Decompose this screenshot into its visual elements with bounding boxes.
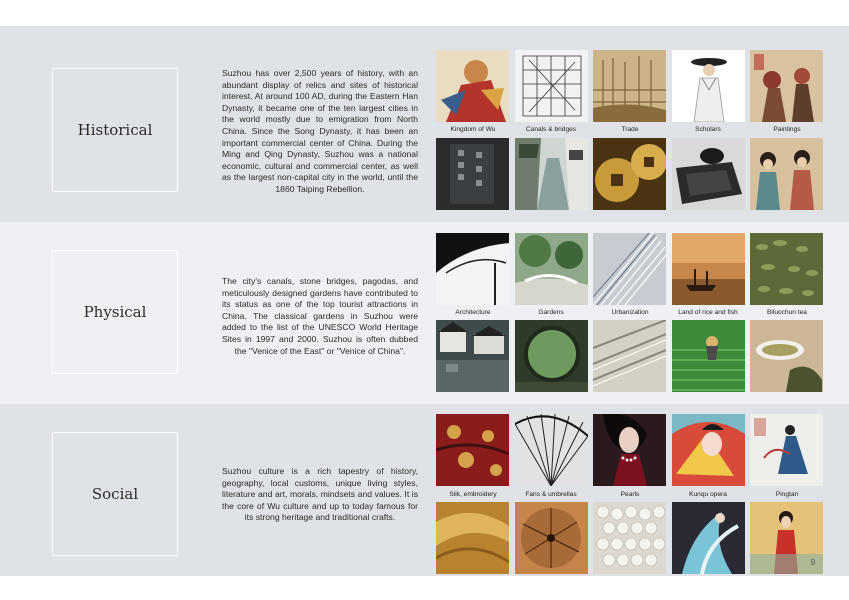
photo-pingtan [750,414,823,486]
section-title-box-historical [52,68,178,192]
photo-umbrella [515,502,588,574]
photo-caption: Biluochun tea [767,309,807,316]
photo-canal-street [515,138,588,210]
section-description: Suzhou has over 2,500 years of history, with an abundant display of relics and sites of historical interest. At around 100 AD, during the Eastern Han Dynasty, it became one of the ten largest cities in the world mostly due to emigration from North China. Since the Song Dynasty, it has been an important commercial center of China. During the Ming and Qing Dynasty, Suzhou was a national economic, cultural and commercial center, as well as the largest non-capital city in the world, until the 1860 Taiping Rebellion. [222,68,418,194]
photo-architecture [436,233,509,305]
photo-silk-embroidery [436,414,509,486]
page-number: 9 [810,558,816,567]
section-title-box-social [52,432,178,556]
photo-scholars [672,50,745,122]
photo-rice-field [672,320,745,392]
photo-kingdom-of-wu [436,50,509,122]
photo-silk-fabric [436,502,509,574]
photo-ladies-painting [750,138,823,210]
photo-pearls [593,502,666,574]
photo-biluochun-tea [750,233,823,305]
photo-caption: Pearls [620,491,640,498]
photo-caption: Scholars [695,126,721,133]
photo-caption: Architecture [455,309,491,316]
photo-stone-tablet [436,138,509,210]
photo-trade [593,50,666,122]
photo-caption: Pingtan [775,491,799,498]
photo-caption: Trade [621,126,639,133]
photo-caption: Paintings [773,126,801,133]
photo-land-of-rice-and-fish [672,233,745,305]
photo-caption: Urbanization [611,309,649,316]
photo-caption: Canals & bridges [525,126,577,133]
photo-caption: Kingdom of Wu [450,126,496,133]
section-title: Social [91,485,139,503]
photo-tea-cup [750,320,823,392]
photo-canals-bridges [515,50,588,122]
photo-kunqu-opera [672,414,745,486]
section-title: Physical [83,303,147,321]
photo-escalators [593,320,666,392]
photo-caption: Land of rice and fish [678,309,738,316]
photo-water-town [436,320,509,392]
photo-urbanization [593,233,666,305]
section-description: Suzhou culture is a rich tapestry of history, geography, local customs, unique living styles, literature and art, morals, mindsets and values. It is the core of Wu culture and up to today famous for its strong heritage and traditional crafts. [222,466,418,523]
photo-caption: Kunqu opera [689,491,727,498]
photo-caption: Silk, embroidery [449,491,497,498]
photo-caption: Fans & umbrellas [525,491,577,498]
photo-coins [593,138,666,210]
photo-inkstone [672,138,745,210]
section-title: Historical [77,121,153,139]
photo-pearls-model [593,414,666,486]
photo-paintings [750,50,823,122]
section-description: The city's canals, stone bridges, pagodas, and meticulously designed gardens have contributed to its status as one of the top tourist attractions in China. The classical gardens in Suzhou were added to the list of the UNESCO World Heritage Sites in 1997 and 2000. Suzhou is often dubbed the "Venice of the East" or "Venice of China". [222,276,418,356]
photo-fans-umbrellas [515,414,588,486]
photo-caption: Gardens [538,309,564,316]
photo-opera-dancer [672,502,745,574]
photo-gardens [515,233,588,305]
photo-moon-gate [515,320,588,392]
section-title-box-physical [52,250,178,374]
